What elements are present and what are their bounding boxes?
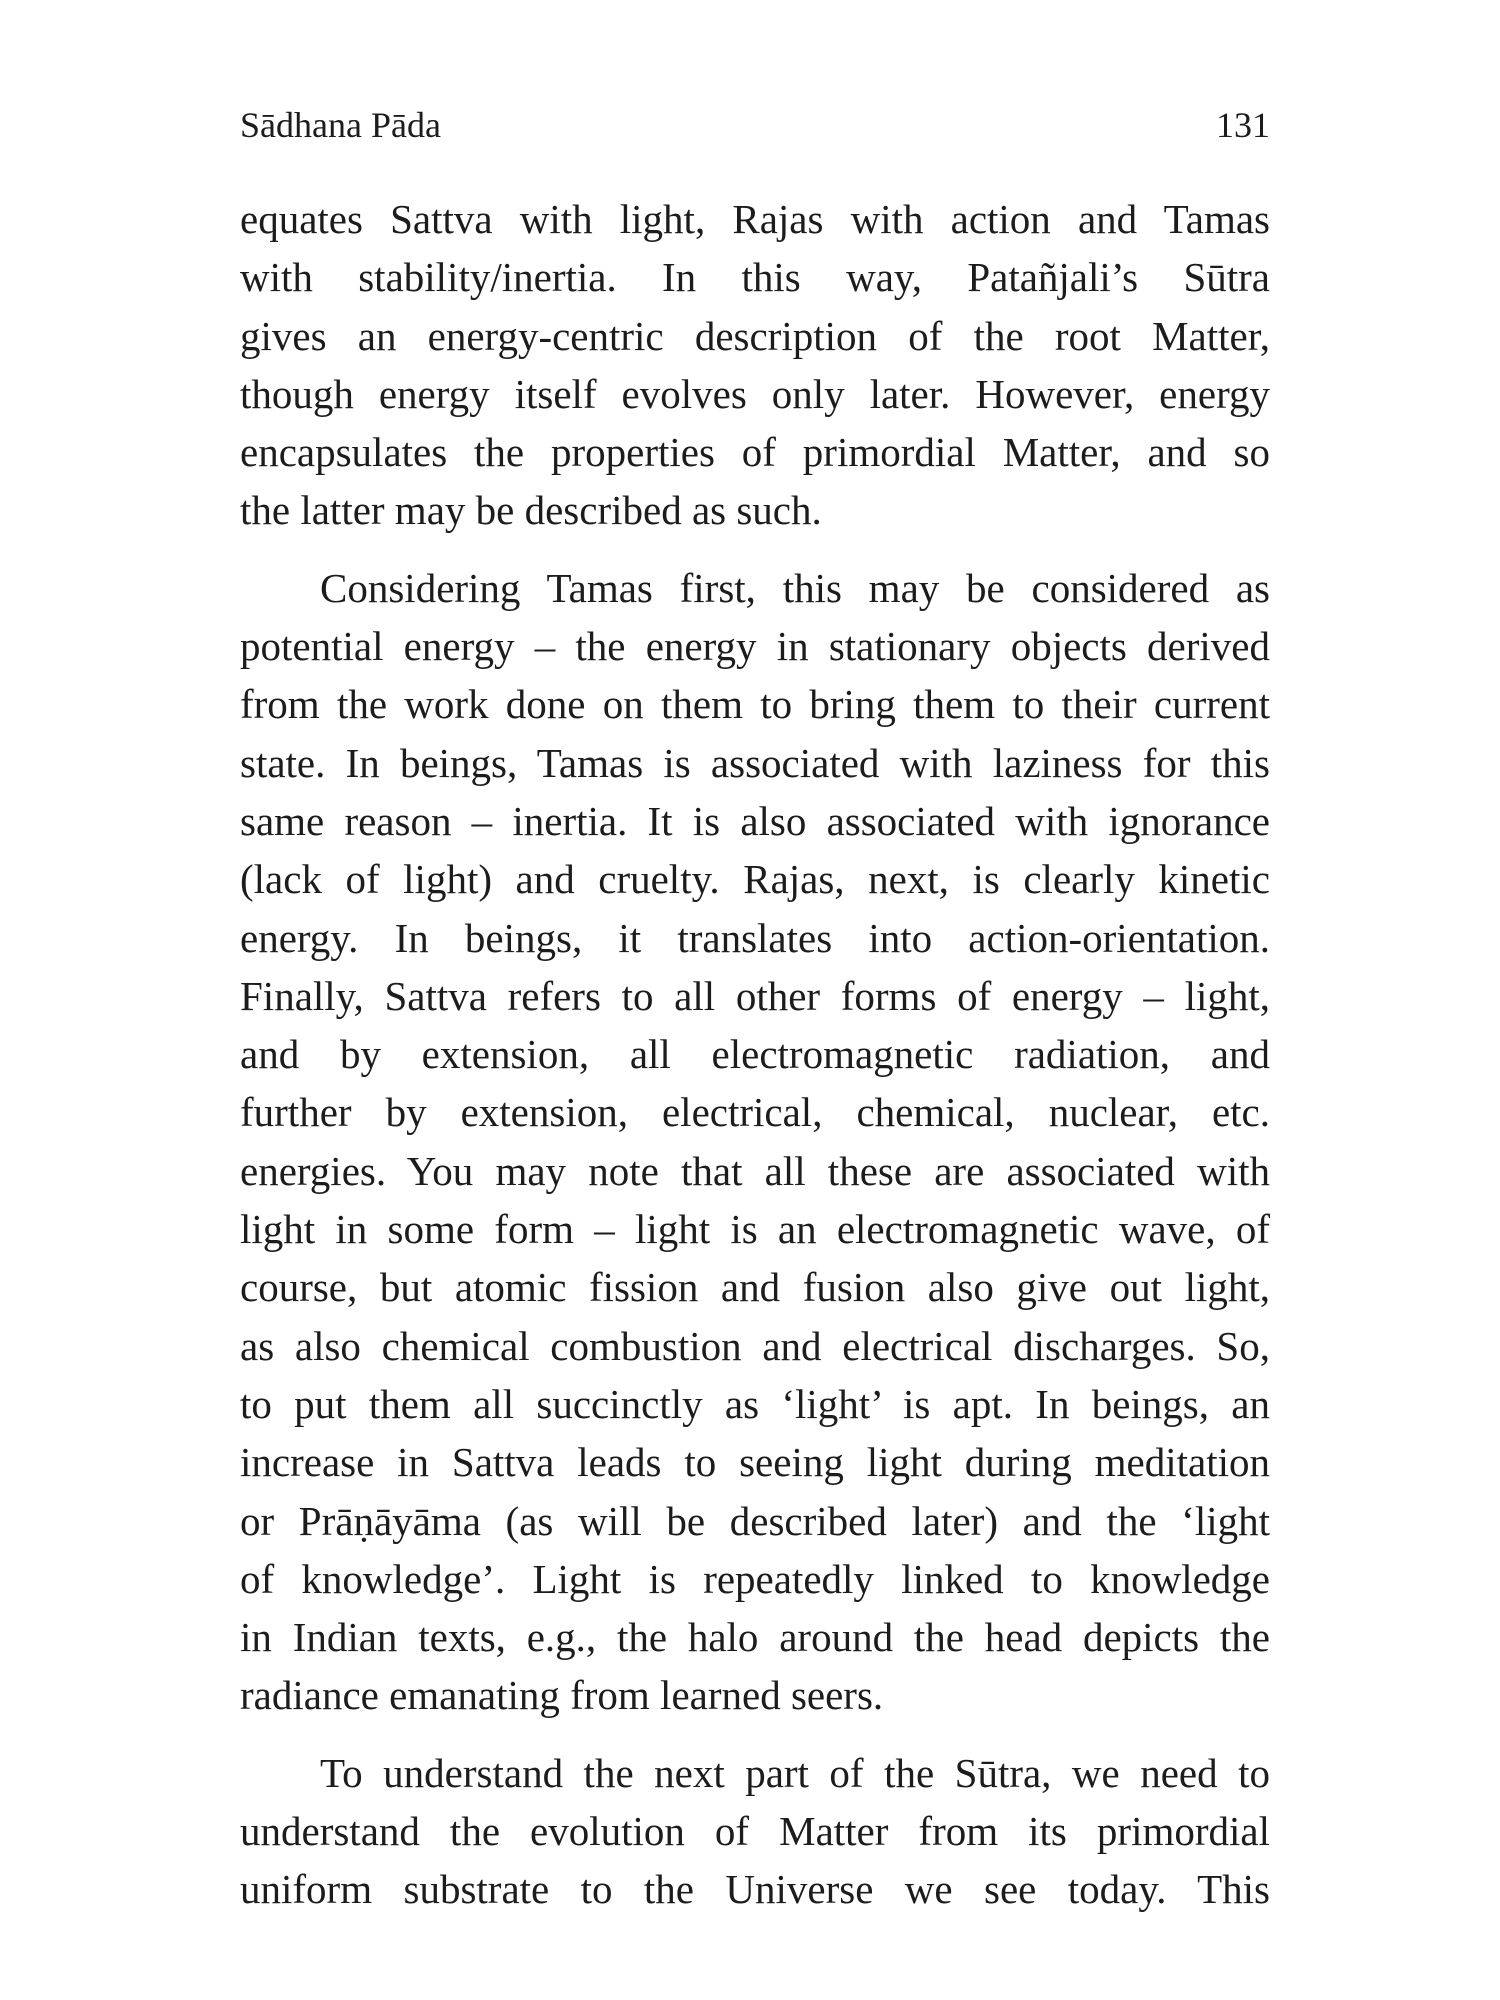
text-line: potential energy – the energy in stationary objects derived	[240, 623, 1270, 670]
running-head	[240, 100, 1270, 150]
text-line: increase in Sattva leads to seeing light during meditation	[240, 1439, 1270, 1486]
text-line: understand the evolution of Matter from its primordial	[240, 1808, 1270, 1855]
text-line: energies. You may note that all these are associated with	[240, 1147, 1270, 1194]
body-text	[240, 190, 1270, 1919]
text-line: energy. In beings, it translates into action-orientation.	[240, 914, 1270, 961]
text-line: though energy itself evolves only later. However, energy	[240, 370, 1270, 417]
text-line: To understand the next part of the Sūtra, we need to	[320, 1749, 1270, 1796]
section-title: Sādhana Pāda	[240, 105, 441, 145]
text-line: equates Sattva with light, Rajas with action and Tamas	[240, 196, 1270, 242]
text-line: in Indian texts, e.g., the halo around the head depicts the	[240, 1614, 1270, 1661]
text-line: Finally, Sattva refers to all other forms of energy – light,	[240, 972, 1270, 1019]
text-line: or Prāṇāyāma (as will be described later) and the ‘light	[240, 1497, 1270, 1544]
text-line: state. In beings, Tamas is associated with laziness for this	[240, 739, 1270, 786]
text-line: (lack of light) and cruelty. Rajas, next, is clearly kinetic	[240, 856, 1270, 903]
text-line: further by extension, electrical, chemical, nuclear, etc.	[240, 1089, 1270, 1136]
text-line: and by extension, all electromagnetic radiation, and	[240, 1031, 1270, 1078]
text-line: same reason – inertia. It is also associated with ignorance	[240, 797, 1270, 844]
text-line: course, but atomic fission and fusion also give out light,	[240, 1264, 1270, 1311]
text-line: from the work done on them to bring them to their current	[240, 681, 1270, 728]
text-line: the latter may be described as such.	[240, 487, 822, 534]
text-line: with stability/inertia. In this way, Patañjali’s Sūtra	[240, 254, 1270, 301]
text-line: radiance emanating from learned seers.	[240, 1672, 884, 1719]
text-line: uniform substrate to the Universe we see today. This	[240, 1866, 1270, 1913]
text-line: Considering Tamas first, this may be considered as	[320, 564, 1270, 611]
text-line: to put them all succinctly as ‘light’ is apt. In beings, an	[240, 1380, 1270, 1427]
page-number: 131	[1216, 105, 1270, 145]
text-line: gives an energy-centric description of the root Matter,	[240, 312, 1270, 359]
text-line: as also chemical combustion and electrical discharges. So,	[240, 1322, 1270, 1369]
text-line: of knowledge’. Light is repeatedly linked to knowledge	[240, 1555, 1270, 1602]
text-line: light in some form – light is an electromagnetic wave, of	[240, 1206, 1270, 1253]
text-line: encapsulates the properties of primordial Matter, and so	[240, 429, 1270, 476]
